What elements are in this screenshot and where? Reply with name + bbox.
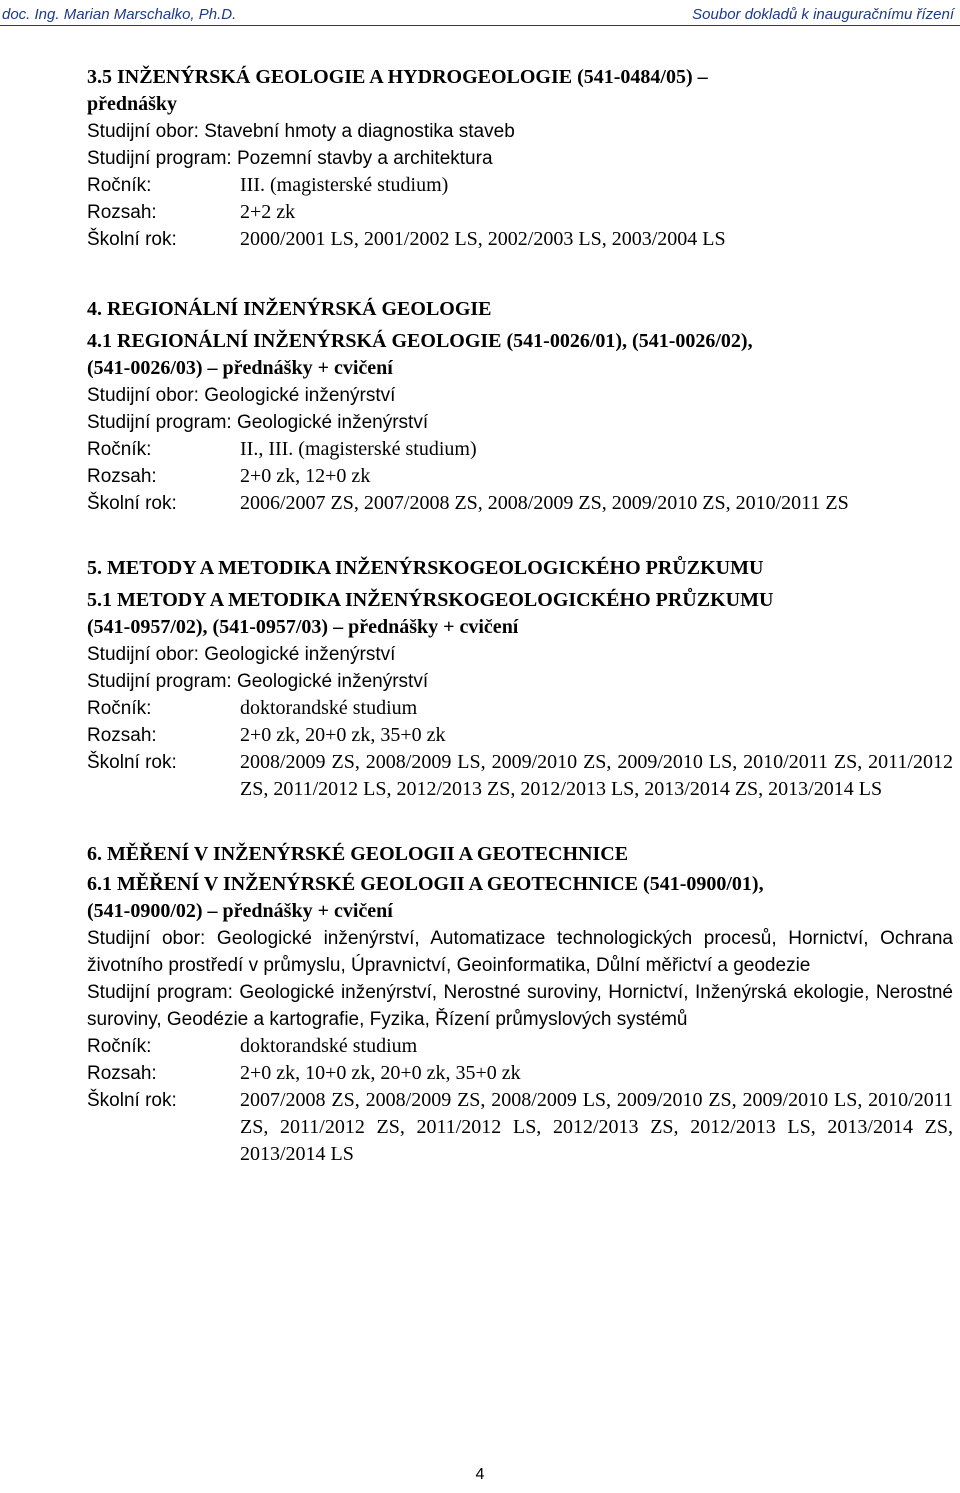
study-program: Studijní program: Pozemní stavby a architektura	[87, 148, 493, 169]
page-header	[0, 6, 960, 24]
scope-label: Rozsah:	[87, 725, 157, 746]
year-row	[87, 436, 953, 463]
school-year-value: 2008/2009 ZS, 2008/2009 LS, 2009/2010 ZS, 2009/2010 LS, 2010/2011 ZS, 2011/2012 ZS, 2011/2012 LS, 2012/2013 ZS, 2012/2013 LS, 2013/2014 ZS, 2013/2014 LS	[240, 751, 953, 800]
year-label: Ročník:	[87, 698, 152, 719]
year-label: Ročník:	[87, 175, 152, 196]
chapter-heading: 5. METODY A METODIKA INŽENÝRSKOGEOLOGICKÉHO PRŮZKUMU	[87, 557, 764, 579]
section-title-line2: přednášky	[87, 93, 178, 115]
study-field: Studijní obor: Geologické inženýrství, Automatizace technologických procesů, Hornictví, Ochrana životního prostředí v průmyslu, Úpravnictví, Geoinformatika, Důlní měřictví a geodezie	[87, 928, 953, 976]
year-value: II., III. (magisterské studium)	[240, 438, 477, 460]
scope-label: Rozsah:	[87, 202, 157, 223]
school-year-row	[87, 226, 953, 253]
section-title-line2: (541-0026/03) – přednášky + cvičení	[87, 357, 393, 379]
study-program: Studijní program: Geologické inženýrství	[87, 671, 429, 692]
scope-value: 2+0 zk, 10+0 zk, 20+0 zk, 35+0 zk	[240, 1062, 521, 1084]
year-label: Ročník:	[87, 439, 152, 460]
year-row	[87, 1033, 953, 1060]
study-program: Studijní program: Geologické inženýrství	[87, 412, 429, 433]
study-field: Studijní obor: Stavební hmoty a diagnostika staveb	[87, 121, 515, 142]
school-year-value: 2000/2001 LS, 2001/2002 LS, 2002/2003 LS, 2003/2004 LS	[240, 228, 726, 250]
header-document-title: Soubor dokladů k inauguračnímu řízení	[692, 6, 954, 23]
school-year-label: Školní rok:	[87, 229, 177, 250]
year-value: doktorandské studium	[240, 697, 418, 719]
year-row	[87, 695, 953, 722]
scope-value: 2+2 zk	[240, 201, 296, 223]
section-title-line2: (541-0957/02), (541-0957/03) – přednášky + cvičení	[87, 616, 519, 638]
year-label: Ročník:	[87, 1036, 152, 1057]
section-4	[87, 281, 953, 517]
chapter-heading: 6. MĚŘENÍ V INŽENÝRSKÉ GEOLOGII A GEOTECHNICE	[87, 843, 629, 865]
study-program: Studijní program: Geologické inženýrství, Nerostné suroviny, Hornictví, Inženýrská ekologie, Nerostné suroviny, Geodézie a kartografie, Fyzika, Řízení průmyslových systémů	[87, 982, 953, 1030]
school-year-label: Školní rok:	[87, 493, 177, 514]
header-divider	[0, 25, 960, 26]
page-number: 4	[475, 1466, 485, 1483]
school-year-label: Školní rok:	[87, 1090, 177, 1111]
scope-row	[87, 1060, 953, 1087]
year-value: III. (magisterské studium)	[240, 174, 449, 196]
header-author: doc. Ing. Marian Marschalko, Ph.D.	[2, 6, 237, 23]
section-title-line2: (541-0900/02) – přednášky + cvičení	[87, 900, 393, 922]
section-title-line1: 5.1 METODY A METODIKA INŽENÝRSKOGEOLOGICKÉHO PRŮZKUMU	[87, 589, 774, 611]
school-year-row	[87, 490, 953, 517]
section-title-line1: 3.5 INŽENÝRSKÁ GEOLOGIE A HYDROGEOLOGIE (541-0484/05) –	[87, 66, 708, 88]
section-3-5	[87, 64, 953, 253]
scope-row	[87, 722, 953, 749]
study-field: Studijní obor: Geologické inženýrství	[87, 385, 396, 406]
chapter-heading: 4. REGIONÁLNÍ INŽENÝRSKÁ GEOLOGIE	[87, 298, 492, 320]
scope-value: 2+0 zk, 12+0 zk	[240, 465, 371, 487]
school-year-row	[87, 749, 953, 803]
section-title-line1: 4.1 REGIONÁLNÍ INŽENÝRSKÁ GEOLOGIE (541-0026/01), (541-0026/02),	[87, 330, 753, 352]
school-year-label: Školní rok:	[87, 752, 177, 773]
school-year-row	[87, 1087, 953, 1168]
scope-label: Rozsah:	[87, 466, 157, 487]
document-body	[87, 64, 953, 1168]
school-year-value: 2006/2007 ZS, 2007/2008 ZS, 2008/2009 ZS, 2009/2010 ZS, 2010/2011 ZS	[240, 492, 849, 514]
section-5	[87, 545, 953, 803]
year-row	[87, 172, 953, 199]
scope-value: 2+0 zk, 20+0 zk, 35+0 zk	[240, 724, 446, 746]
scope-row	[87, 199, 953, 226]
section-6	[87, 831, 953, 1168]
scope-row	[87, 463, 953, 490]
section-title-line1: 6.1 MĚŘENÍ V INŽENÝRSKÉ GEOLOGII A GEOTECHNICE (541-0900/01),	[87, 873, 764, 895]
scope-label: Rozsah:	[87, 1063, 157, 1084]
year-value: doktorandské studium	[240, 1035, 418, 1057]
study-field: Studijní obor: Geologické inženýrství	[87, 644, 396, 665]
school-year-value: 2007/2008 ZS, 2008/2009 ZS, 2008/2009 LS, 2009/2010 ZS, 2009/2010 LS, 2010/2011 ZS, 2011/2012 ZS, 2011/2012 LS, 2012/2013 ZS, 2012/2013 LS, 2013/2014 ZS, 2013/2014 LS	[240, 1089, 953, 1165]
